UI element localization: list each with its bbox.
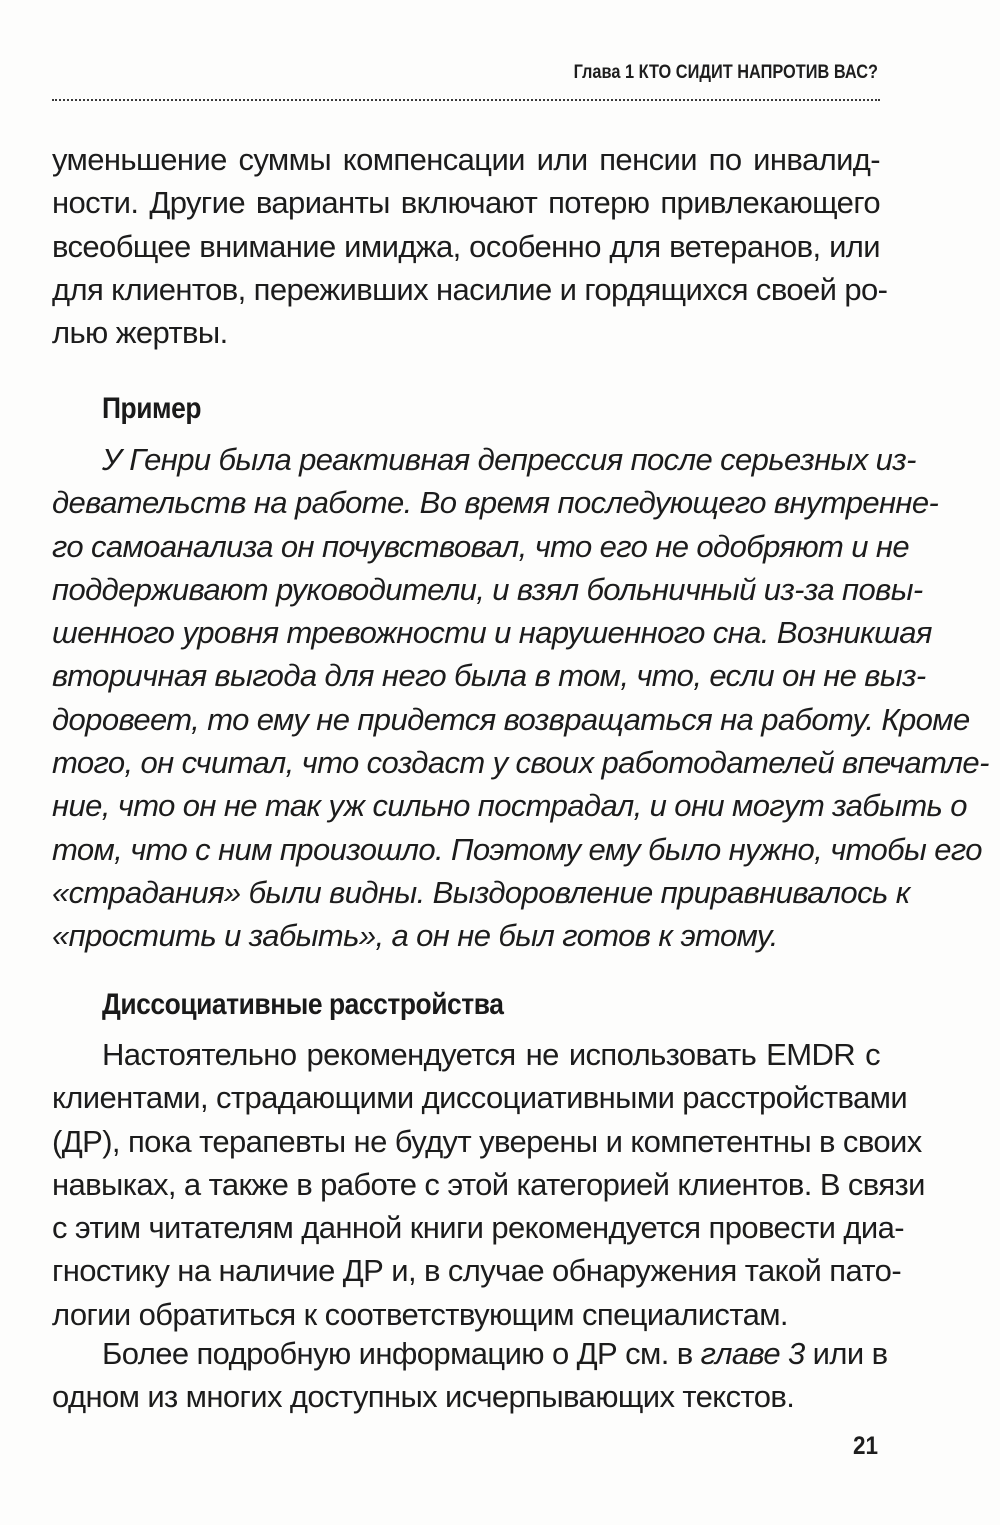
- text-line: гностику на наличие ДР и, в случае обнаружения такой пато-: [52, 1253, 902, 1289]
- text-line: поддерживают руководители, и взял больничный из-за повы-: [52, 571, 923, 607]
- text-line: всеобщее внимание имиджа, особенно для ветеранов, или: [52, 228, 880, 264]
- text-line: уменьшение суммы компенсации или пенсии по инвалид-: [52, 142, 880, 177]
- text-line: У Генри была реактивная депрессия после серьезных из-: [102, 442, 916, 477]
- text-line: клиентами, страдающими диссоциативными расстройствами: [52, 1080, 908, 1116]
- text-line: ности. Другие варианты включают потерю привлекающего: [52, 185, 880, 221]
- section-heading-example: Пример: [102, 392, 202, 425]
- text-line: доровеет, то ему не придется возвращаться на работу. Кроме: [52, 701, 970, 737]
- text-line: вторичная выгода для него была в том, что, если он не выз-: [52, 658, 926, 694]
- example-henry-text: [52, 438, 989, 958]
- text-line: (ДР), пока терапевты не будут уверены и компетентны в своих: [52, 1123, 922, 1159]
- text-line: том, что с ним произошло. Поэтому ему было нужно, чтобы его: [52, 831, 982, 867]
- text-line: [52, 1332, 888, 1375]
- paragraph-more-info: [52, 1332, 888, 1419]
- text-line: девательств на работе. Во время последующего внутренне-: [52, 485, 939, 521]
- chapter-reference: главе 3: [700, 1336, 805, 1371]
- text-line: ние, что он не так уж сильно пострадал, и они могут забыть о: [52, 788, 967, 824]
- text-line: Настоятельно рекомендуется не использовать EMDR с: [102, 1037, 880, 1072]
- text-line: лью жертвы.: [52, 315, 228, 351]
- text-run: Более подробную информацию о ДР см. в: [102, 1336, 701, 1371]
- text-line: навыках, а также в работе с этой категорией клиентов. В связи: [52, 1166, 925, 1202]
- text-line: «простить и забыть», а он не был готов к этому.: [52, 918, 778, 954]
- page-number: 21: [852, 1432, 878, 1460]
- header-dotted-rule: [52, 99, 880, 101]
- text-line: того, он считал, что создаст у своих работодателей впечатле-: [52, 745, 989, 781]
- section-heading-dissociative-disorders: Диссоциативные расстройства: [102, 988, 504, 1021]
- text-line: для клиентов, переживших насилие и гордящихся своей ро-: [52, 271, 888, 307]
- running-header: Глава 1 КТО СИДИТ НАПРОТИВ ВАС?: [573, 62, 878, 83]
- text-line: «страдания» были видны. Выздоровление приравнивалось к: [52, 874, 910, 910]
- text-line: с этим читателям данной книги рекомендуется провести диа-: [52, 1210, 904, 1246]
- text-run: или в: [804, 1336, 888, 1371]
- text-line: логии обратиться к соответствующим специалистам.: [52, 1296, 788, 1332]
- text-line: одном из многих доступных исчерпывающих текстов.: [52, 1379, 795, 1415]
- paragraph-dissociative-disorders: [52, 1033, 925, 1336]
- text-line: шенного уровня тревожности и нарушенного сна. Возникшая: [52, 615, 932, 651]
- paragraph-compensation: [52, 138, 888, 354]
- text-line: го самоанализа он почувствовал, что его не одобряют и не: [52, 528, 910, 564]
